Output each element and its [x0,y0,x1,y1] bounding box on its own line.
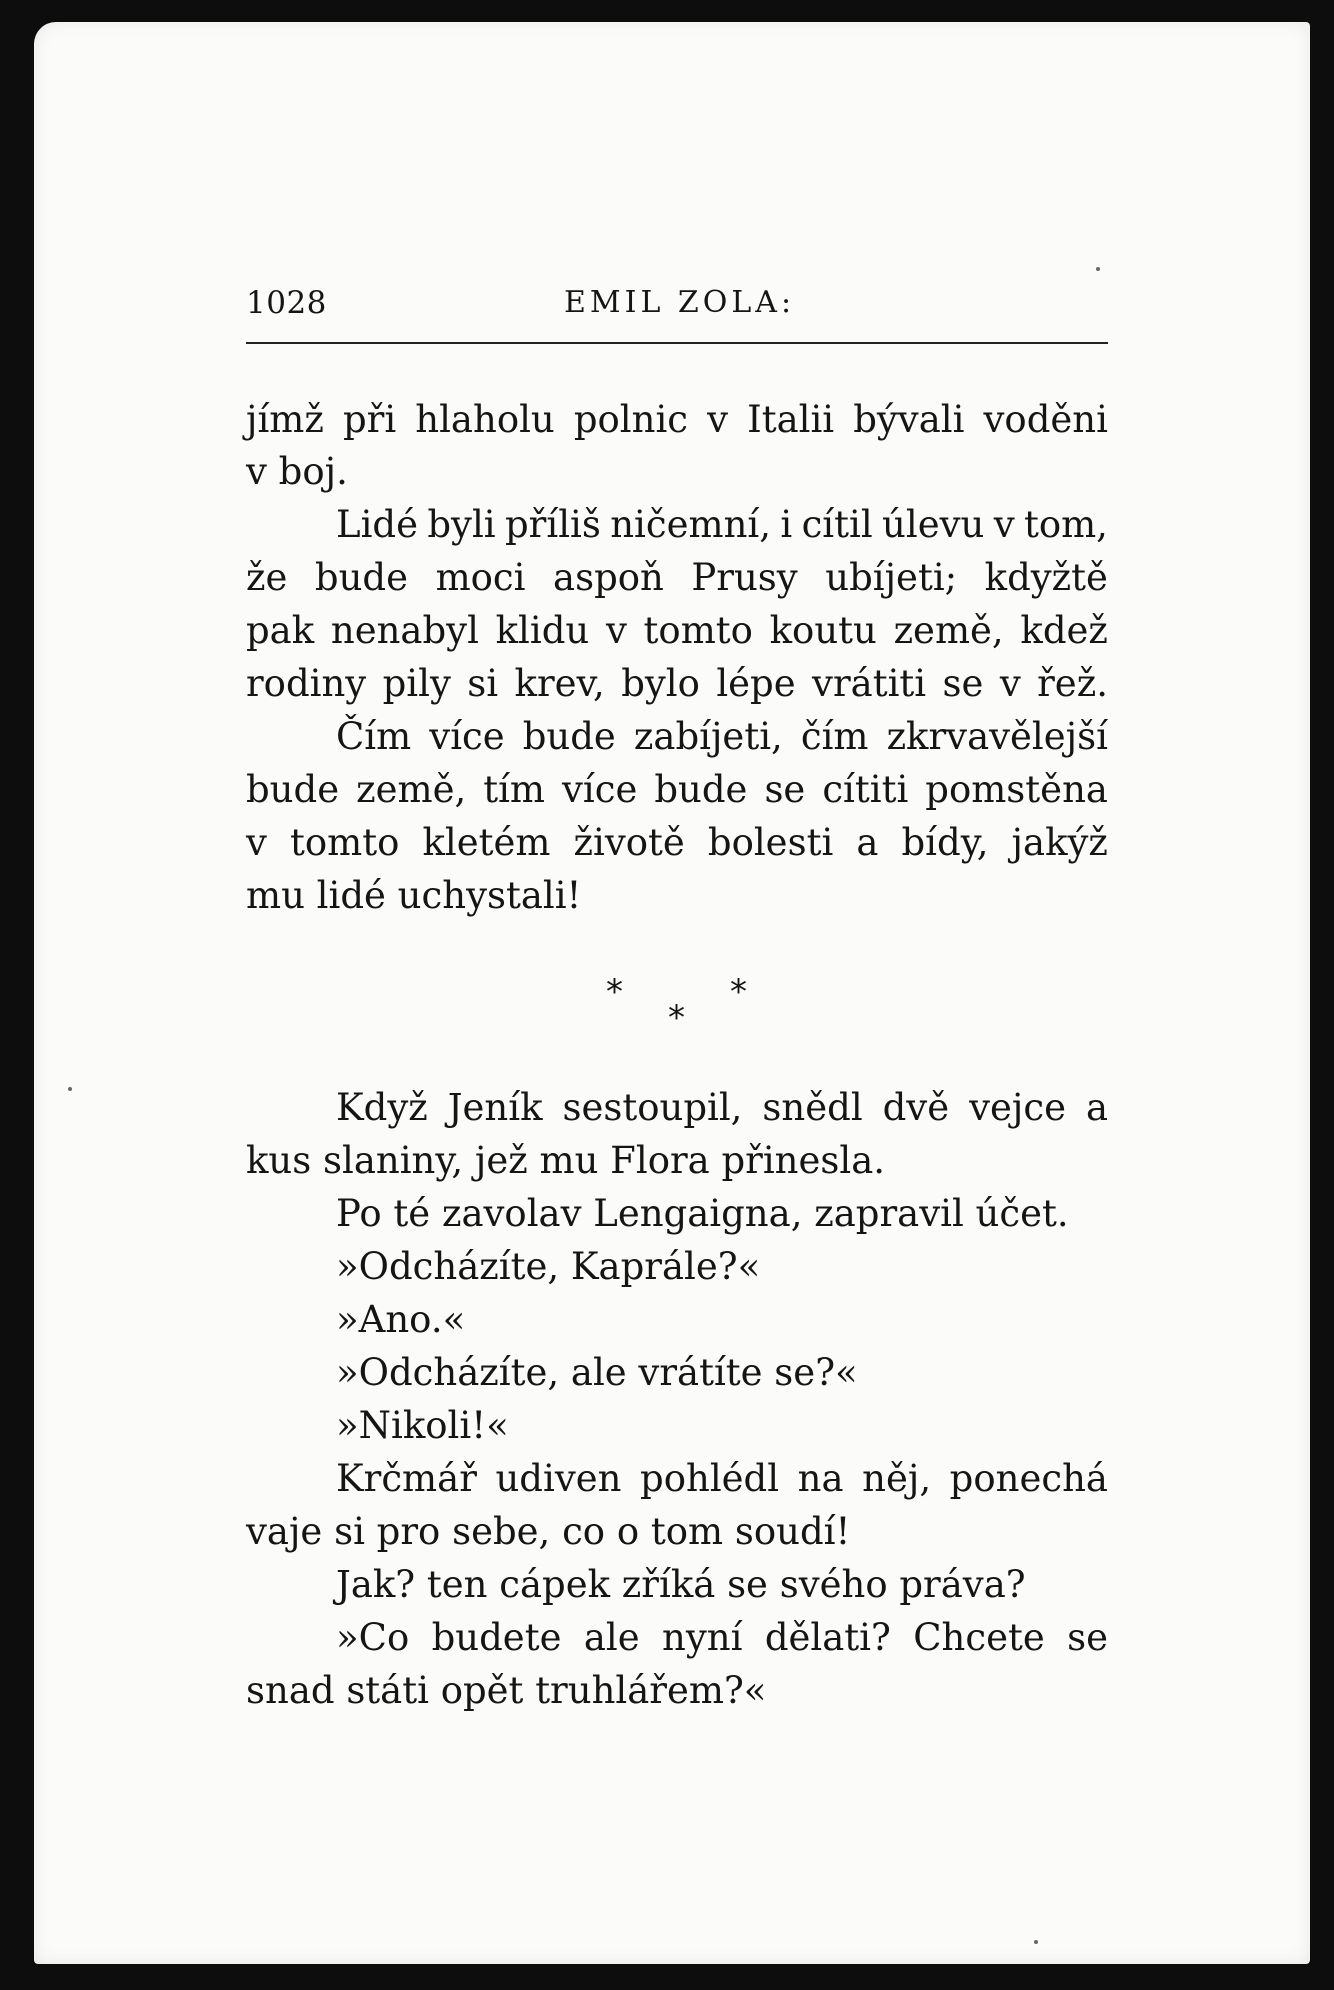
word: ničemní, [610,503,772,546]
print-speck [1034,1940,1038,1944]
word: ponechá [949,1457,1108,1500]
running-head: EMIL ZOLA: [564,285,796,320]
text-line: v boj. [246,450,348,493]
word: jakýž [1011,821,1108,864]
text-line [246,662,1108,706]
text-line: vaje si pro sebe, co o tom soudí! [246,1510,851,1553]
page-header [246,285,1112,325]
word: Italii [747,398,835,441]
page-number: 1028 [246,285,327,321]
word: více [562,768,638,811]
word: vejce [969,1086,1066,1129]
word: tomto [643,609,753,652]
word: v [605,609,627,652]
word: i [780,503,793,546]
word: na [797,1457,844,1500]
word: řež. [1037,662,1108,705]
word: kdež [1020,609,1108,652]
word: něj, [862,1457,932,1500]
text-line: »Odcházíte, ale vrátíte se?« [336,1351,858,1394]
text-line [336,715,1108,759]
word: bude [654,768,748,811]
text-line: »Nikoli!« [336,1404,509,1447]
text-line [246,556,1108,600]
word: tom, [1023,503,1108,546]
text-line: snad státi opět truhlářem?« [246,1669,767,1712]
word: země, [893,609,1004,652]
word: bude [246,768,340,811]
word: se [1067,1616,1108,1659]
word: pomstěna [925,768,1108,811]
word: Čím [336,715,412,758]
word: ale [583,1616,640,1659]
word: cítiti [822,768,909,811]
word: Prusy [691,556,798,599]
word: úlevu [882,503,985,546]
word: se [764,768,806,811]
word: Chcete [913,1616,1045,1659]
print-speck [68,1087,72,1091]
word: více [429,715,505,758]
word: Když [336,1086,428,1129]
word: Jeník [447,1086,543,1129]
word: hlaholu [415,398,555,441]
text-line [336,1086,1108,1130]
word: budete [431,1616,562,1659]
word: země, [356,768,467,811]
text-line [336,1457,1108,1501]
word: snědl [762,1086,863,1129]
text-line [246,768,1108,812]
word: byli [427,503,496,546]
separator-star: * [668,998,685,1038]
separator-star: * [730,972,747,1012]
word: dvě [882,1086,950,1129]
word: a [856,821,879,864]
word: kletém [422,821,551,864]
text-line [336,503,1108,547]
word: Krčmář [336,1457,477,1500]
word: Lidé [336,503,418,546]
text-line [246,821,1108,865]
word: koutu [769,609,877,652]
word: v [707,398,729,441]
word: dělati? [764,1616,891,1659]
word: že [246,556,288,599]
text-line: »Ano.« [336,1298,466,1341]
word: rodiny [246,662,367,705]
text-line [246,398,1108,442]
word: bude [314,556,409,599]
text-line: »Odcházíte, Kaprále?« [336,1245,761,1288]
text-line: Jak? ten cápek zříká se svého práva? [336,1563,1026,1606]
text-line [336,1616,1108,1660]
word: tím [483,768,546,811]
word: cítil [801,503,873,546]
word: nenabyl [330,609,479,652]
word: pak [246,609,315,652]
text-line [246,609,1108,653]
word: příliš [504,503,601,546]
word: bylo [621,662,700,705]
word: krev, [514,662,605,705]
word: vrátiti [812,662,927,705]
print-speck [1096,267,1100,271]
word: zkrvavělejší [886,715,1108,758]
text-line: kus slaniny, jež mu Flora přinesla. [246,1139,886,1182]
word: při [342,398,397,441]
word: klidu [495,609,590,652]
word: tomto [289,821,400,864]
word: bídy, [901,821,989,864]
word: moci [435,556,526,599]
word: »Co [336,1616,410,1659]
word: sestoupil, [562,1086,743,1129]
word: kdyžtě [984,556,1108,599]
word: v [999,662,1021,705]
word: zabíjeti, [633,715,783,758]
word: a [1085,1086,1108,1129]
word: pohlédl [640,1457,780,1500]
word: jímž [246,398,324,441]
word: bolesti [707,821,834,864]
word: nyní [662,1616,743,1659]
word: čím [800,715,869,758]
word: bývali [853,398,965,441]
word: ubíjeti; [825,556,958,599]
text-line: mu lidé uchystali! [246,874,582,917]
book-page [34,22,1310,1964]
word: lépe [716,662,796,705]
word: se [942,662,984,705]
word: voděni [983,398,1108,441]
word: aspoň [553,556,664,599]
word: pily [382,662,451,705]
word: si [467,662,499,705]
word: v [993,503,1015,546]
header-rule [246,342,1108,344]
word: životě [573,821,685,864]
text-line: Po té zavolav Lengaigna, zapravil účet. [336,1192,1069,1235]
word: v [246,821,267,864]
word: udiven [495,1457,622,1500]
separator-star: * [606,972,623,1012]
word: polnic [573,398,689,441]
word: bude [522,715,616,758]
